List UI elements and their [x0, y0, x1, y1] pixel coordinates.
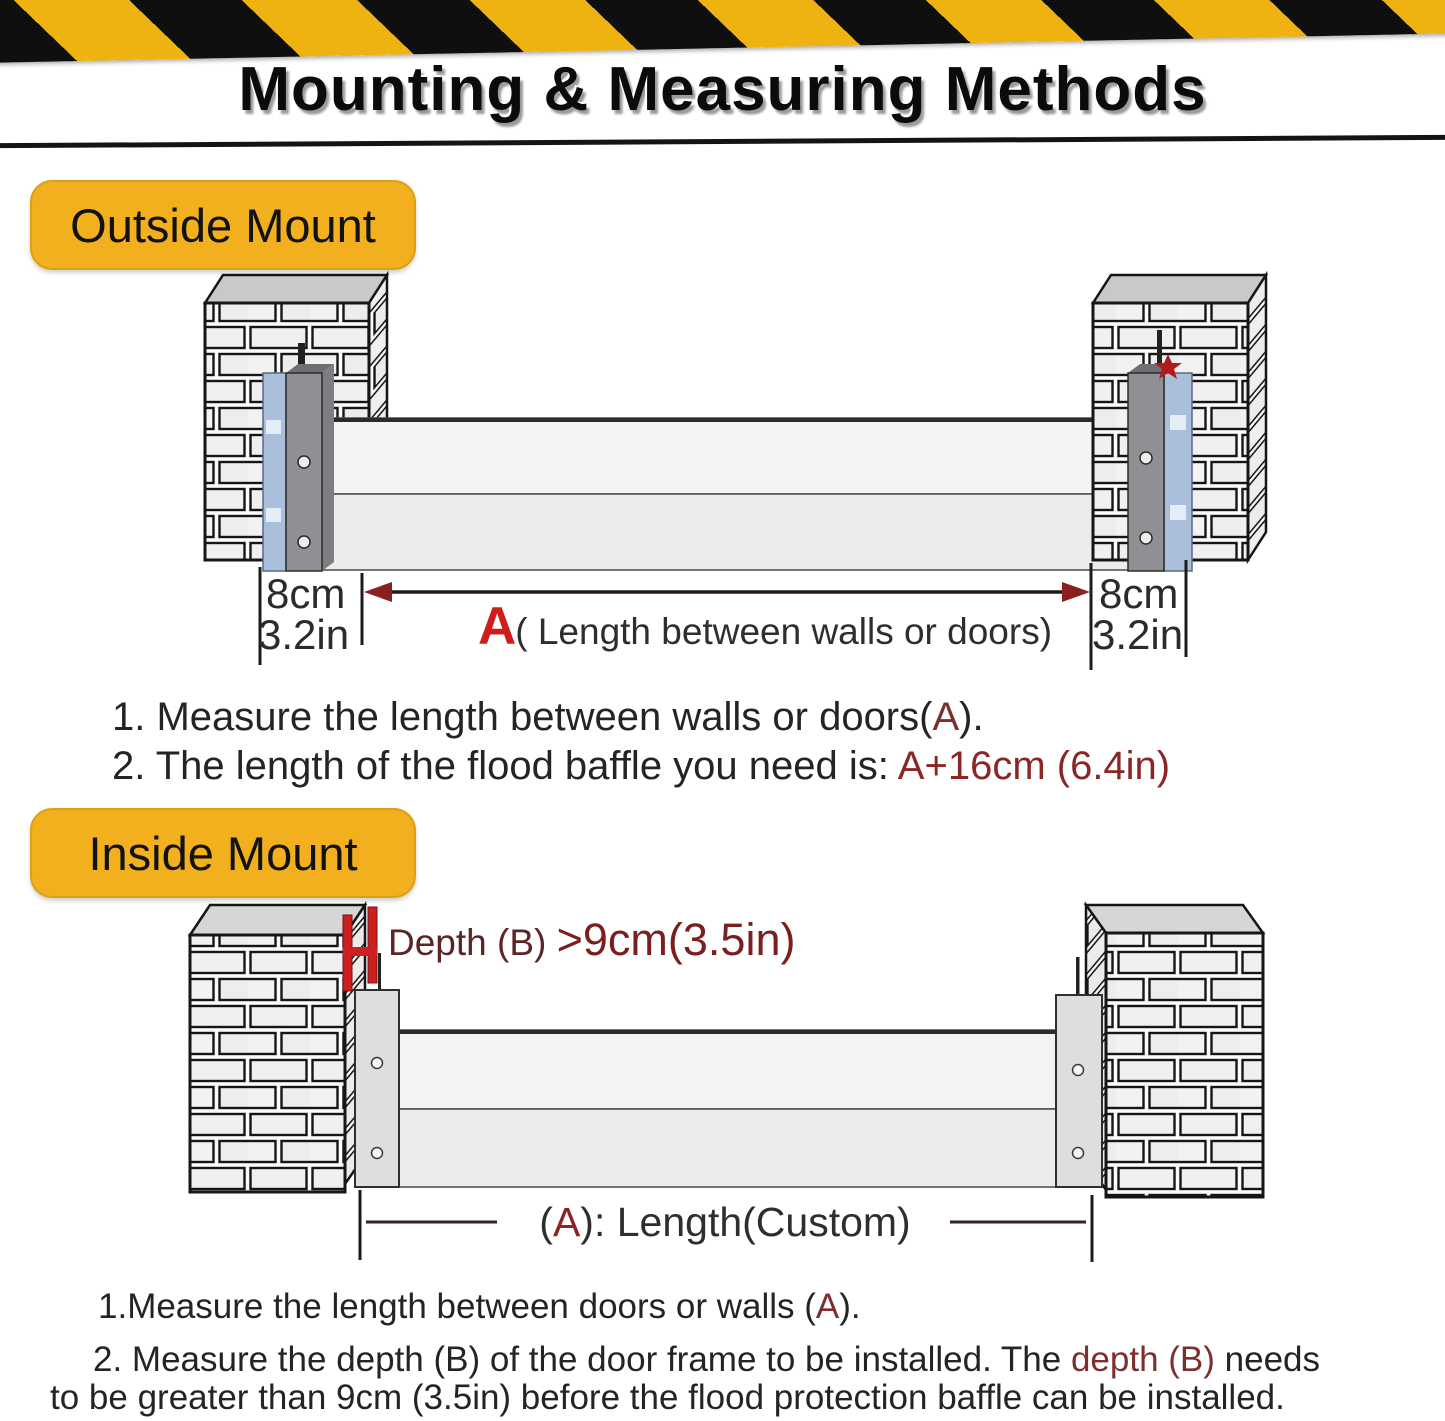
mounting-channel-left [263, 364, 334, 571]
inside-mount-label: Inside Mount [88, 826, 358, 880]
inside-mount-badge [30, 808, 416, 898]
wall-seam [1157, 330, 1162, 365]
screw-hole [372, 1058, 383, 1069]
screw-hole [1073, 1065, 1084, 1076]
span-a-label [420, 596, 1110, 657]
mounting-channel-left [355, 990, 399, 1187]
seal-strip-blue [263, 373, 286, 571]
outside-step-1: 1. Measure the length between walls or doors(A). [112, 695, 984, 739]
left-gap-cm: 8cm [266, 570, 346, 617]
length-custom-label: (A): Length(Custom) [539, 1199, 911, 1245]
outside-step-2: 2. The length of the flood baffle you need is: A+16cm (6.4in) [112, 744, 1171, 788]
screw-hole [1073, 1148, 1084, 1159]
span-a-description: ( Length between walls or doors) [515, 611, 1053, 652]
left-gap-in: 3.2in [258, 611, 350, 658]
inside-step-2-line2: to be greater than 9cm (3.5in) before the flood protection baffle can be installed. [50, 1378, 1285, 1417]
screw-hole [372, 1148, 383, 1159]
outside-mount-label: Outside Mount [70, 198, 376, 252]
screw-hole [1140, 452, 1152, 464]
header-divider [0, 135, 1445, 148]
seal-strip-blue [1164, 373, 1192, 571]
inside-step-1: 1.Measure the length between doors or walls (A). [98, 1287, 861, 1326]
page-title: Mounting & Measuring Methods [238, 55, 1207, 124]
flood-barrier-planks [399, 1030, 1058, 1187]
arrowhead-left [364, 582, 392, 602]
screw-hole [1140, 532, 1152, 544]
brick-pillar-left [190, 905, 365, 1192]
span-a-letter: A [477, 597, 516, 656]
right-gap-cm: 8cm [1099, 570, 1179, 617]
depth-b-label: Depth (B) >9cm(3.5in) [388, 914, 796, 965]
mounting-channel-right [1128, 354, 1192, 571]
screw-hole [298, 536, 310, 548]
outside-mount-badge [30, 180, 416, 270]
flood-barrier-planks [322, 418, 1132, 570]
brick-pillar-right [1086, 905, 1263, 1197]
inside-step-2-line1: 2. Measure the depth (B) of the door frame to be installed. The depth (B) needs [93, 1340, 1321, 1379]
screw-hole [298, 456, 310, 468]
right-gap-in: 3.2in [1092, 611, 1184, 658]
